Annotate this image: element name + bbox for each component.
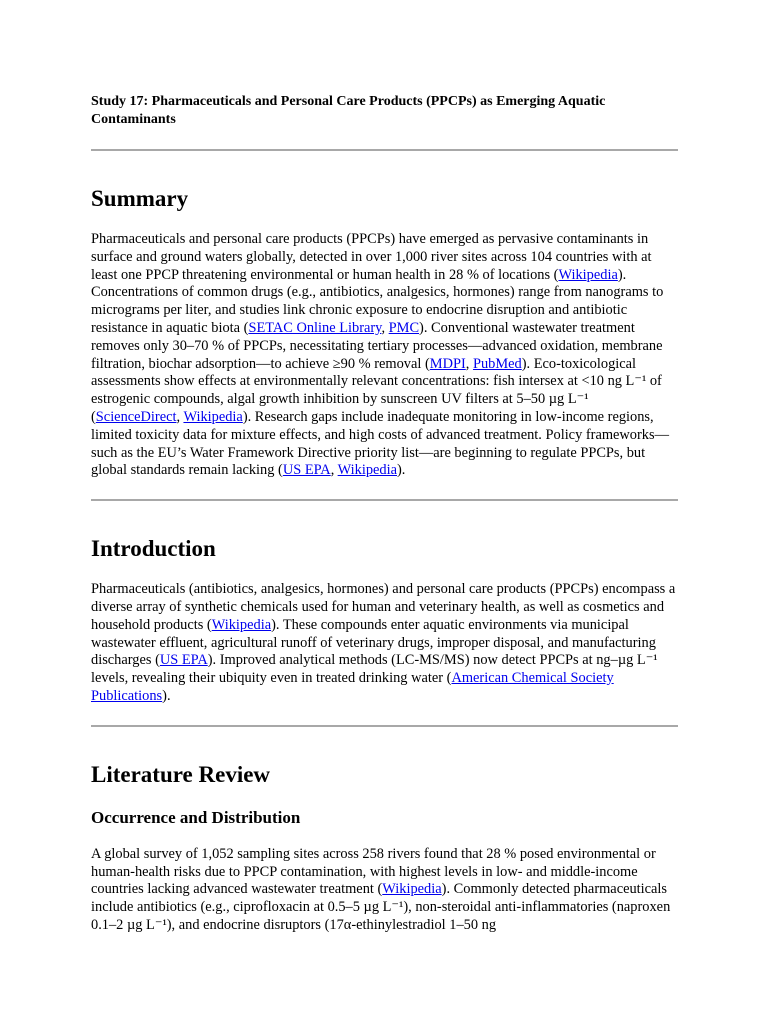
- occurrence-text-1: A global survey of 1,052 sampling sites across 258 rivers found that 28 % posed environmental or human-health risks due to PPCP contamination, with highest levels in low- and middle-income countries lacking advanced wastewater treatment (: [91, 845, 656, 898]
- summary-heading: Summary: [91, 186, 189, 211]
- summary-text-4: ). Conventional wastewater treatment removes only 30–70 % of PPCPs, necessitating tertiary processes—advanced oxidation, membrane filtration, biochar adsorption—to achieve ≥90 % removal (: [91, 319, 663, 372]
- occurrence-subheading: Occurrence and Distribution: [91, 807, 301, 827]
- section-divider: [91, 149, 678, 151]
- summary-text-10: ).: [397, 462, 406, 479]
- introduction-text-1: Pharmaceuticals (antibiotics, analgesics, hormones) and personal care products (PPCPs) encompass a diverse array of synthetic chemicals used for human and veterinary health, as well as cosmetics and household products (: [91, 581, 676, 633]
- summary-text-9: ,: [330, 462, 338, 479]
- section-divider: [91, 725, 678, 727]
- summary-text-8: ). Research gaps include inadequate monitoring in low-income regions, limited toxicity data for mixture effects, and high costs of advanced treatment. Policy frameworks—such as the EU’s Water Framework Directive priority list—are beginning to regulate PPCPs, but global standards remain lacking (: [91, 408, 669, 479]
- document-title: Study 17: Pharmaceuticals and Personal Care Products (PPCPs) as Emerging Aquatic Contaminants: [91, 94, 606, 127]
- citation-link-acs-publications[interactable]: American Chemical Society Publications: [91, 670, 614, 704]
- literature-review-heading: Literature Review: [91, 761, 271, 787]
- citation-link-setac[interactable]: SETAC Online Library: [248, 319, 382, 336]
- document-content: [91, 93, 678, 935]
- citation-link-wikipedia[interactable]: Wikipedia: [382, 881, 442, 898]
- summary-text-6: ). Eco-toxicological assessments show effects at environmentally relevant concentrations: fish intersex at <10 ng L⁻¹ of estrogenic compounds, algal growth inhibition by sunscreen UV filters at 5–50 µg L⁻¹ (: [91, 355, 662, 425]
- summary-text-2: ). Concentrations of common drugs (e.g., antibiotics, analgesics, hormones) range from nanograms to micrograms per liter, and studies link chronic exposure to endocrine disruption and antibiotic resistance in aquatic biota (: [91, 266, 664, 336]
- citation-link-pubmed[interactable]: PubMed: [472, 355, 522, 372]
- citation-link-sciencedirect[interactable]: ScienceDirect: [95, 408, 177, 425]
- citation-link-mdpi[interactable]: MDPI: [429, 355, 466, 372]
- introduction-text-2: ). These compounds enter aquatic environments via municipal wastewater effluent, agricultural runoff of veterinary drugs, improper disposal, and manufacturing discharges (: [91, 616, 656, 669]
- citation-link-wikipedia[interactable]: Wikipedia: [211, 616, 272, 633]
- summary-text-7: ,: [176, 408, 184, 425]
- introduction-text-4: ).: [162, 687, 171, 704]
- summary-paragraph: [91, 231, 678, 480]
- citation-link-wikipedia[interactable]: Wikipedia: [337, 462, 397, 479]
- occurrence-paragraph: [91, 846, 678, 935]
- summary-text-1: Pharmaceuticals and personal care products (PPCPs) have emerged as pervasive contaminants in surface and ground waters globally, detected in over 1,000 river sites across 104 countries with at least one PPCP threatening environmental or human health in 28 % of locations (: [91, 231, 652, 283]
- summary-text-3: ,: [381, 319, 389, 336]
- section-divider: [91, 499, 678, 501]
- citation-link-us-epa[interactable]: US EPA: [282, 462, 331, 479]
- introduction-text-3: ). Improved analytical methods (LC-MS/MS) now detect PPCPs at ng–µg L⁻¹ levels, revealing their ubiquity even in treated drinking water (: [91, 652, 658, 687]
- introduction-paragraph: [91, 581, 678, 706]
- summary-text-5: ,: [465, 355, 473, 372]
- citation-link-us-epa[interactable]: US EPA: [159, 652, 208, 669]
- citation-link-wikipedia[interactable]: Wikipedia: [183, 408, 243, 425]
- occurrence-text-2: ). Commonly detected pharmaceuticals include antibiotics (e.g., ciprofloxacin at 0.5–5 µg L⁻¹), non-steroidal anti-inflammatories (naproxen 0.1–2 µg L⁻¹), and endocrine disruptors (17α-ethinylestradiol 1–50 ng: [91, 881, 671, 933]
- citation-link-wikipedia[interactable]: Wikipedia: [558, 266, 618, 283]
- citation-link-pmc[interactable]: PMC: [388, 319, 420, 336]
- introduction-heading: Introduction: [91, 536, 216, 562]
